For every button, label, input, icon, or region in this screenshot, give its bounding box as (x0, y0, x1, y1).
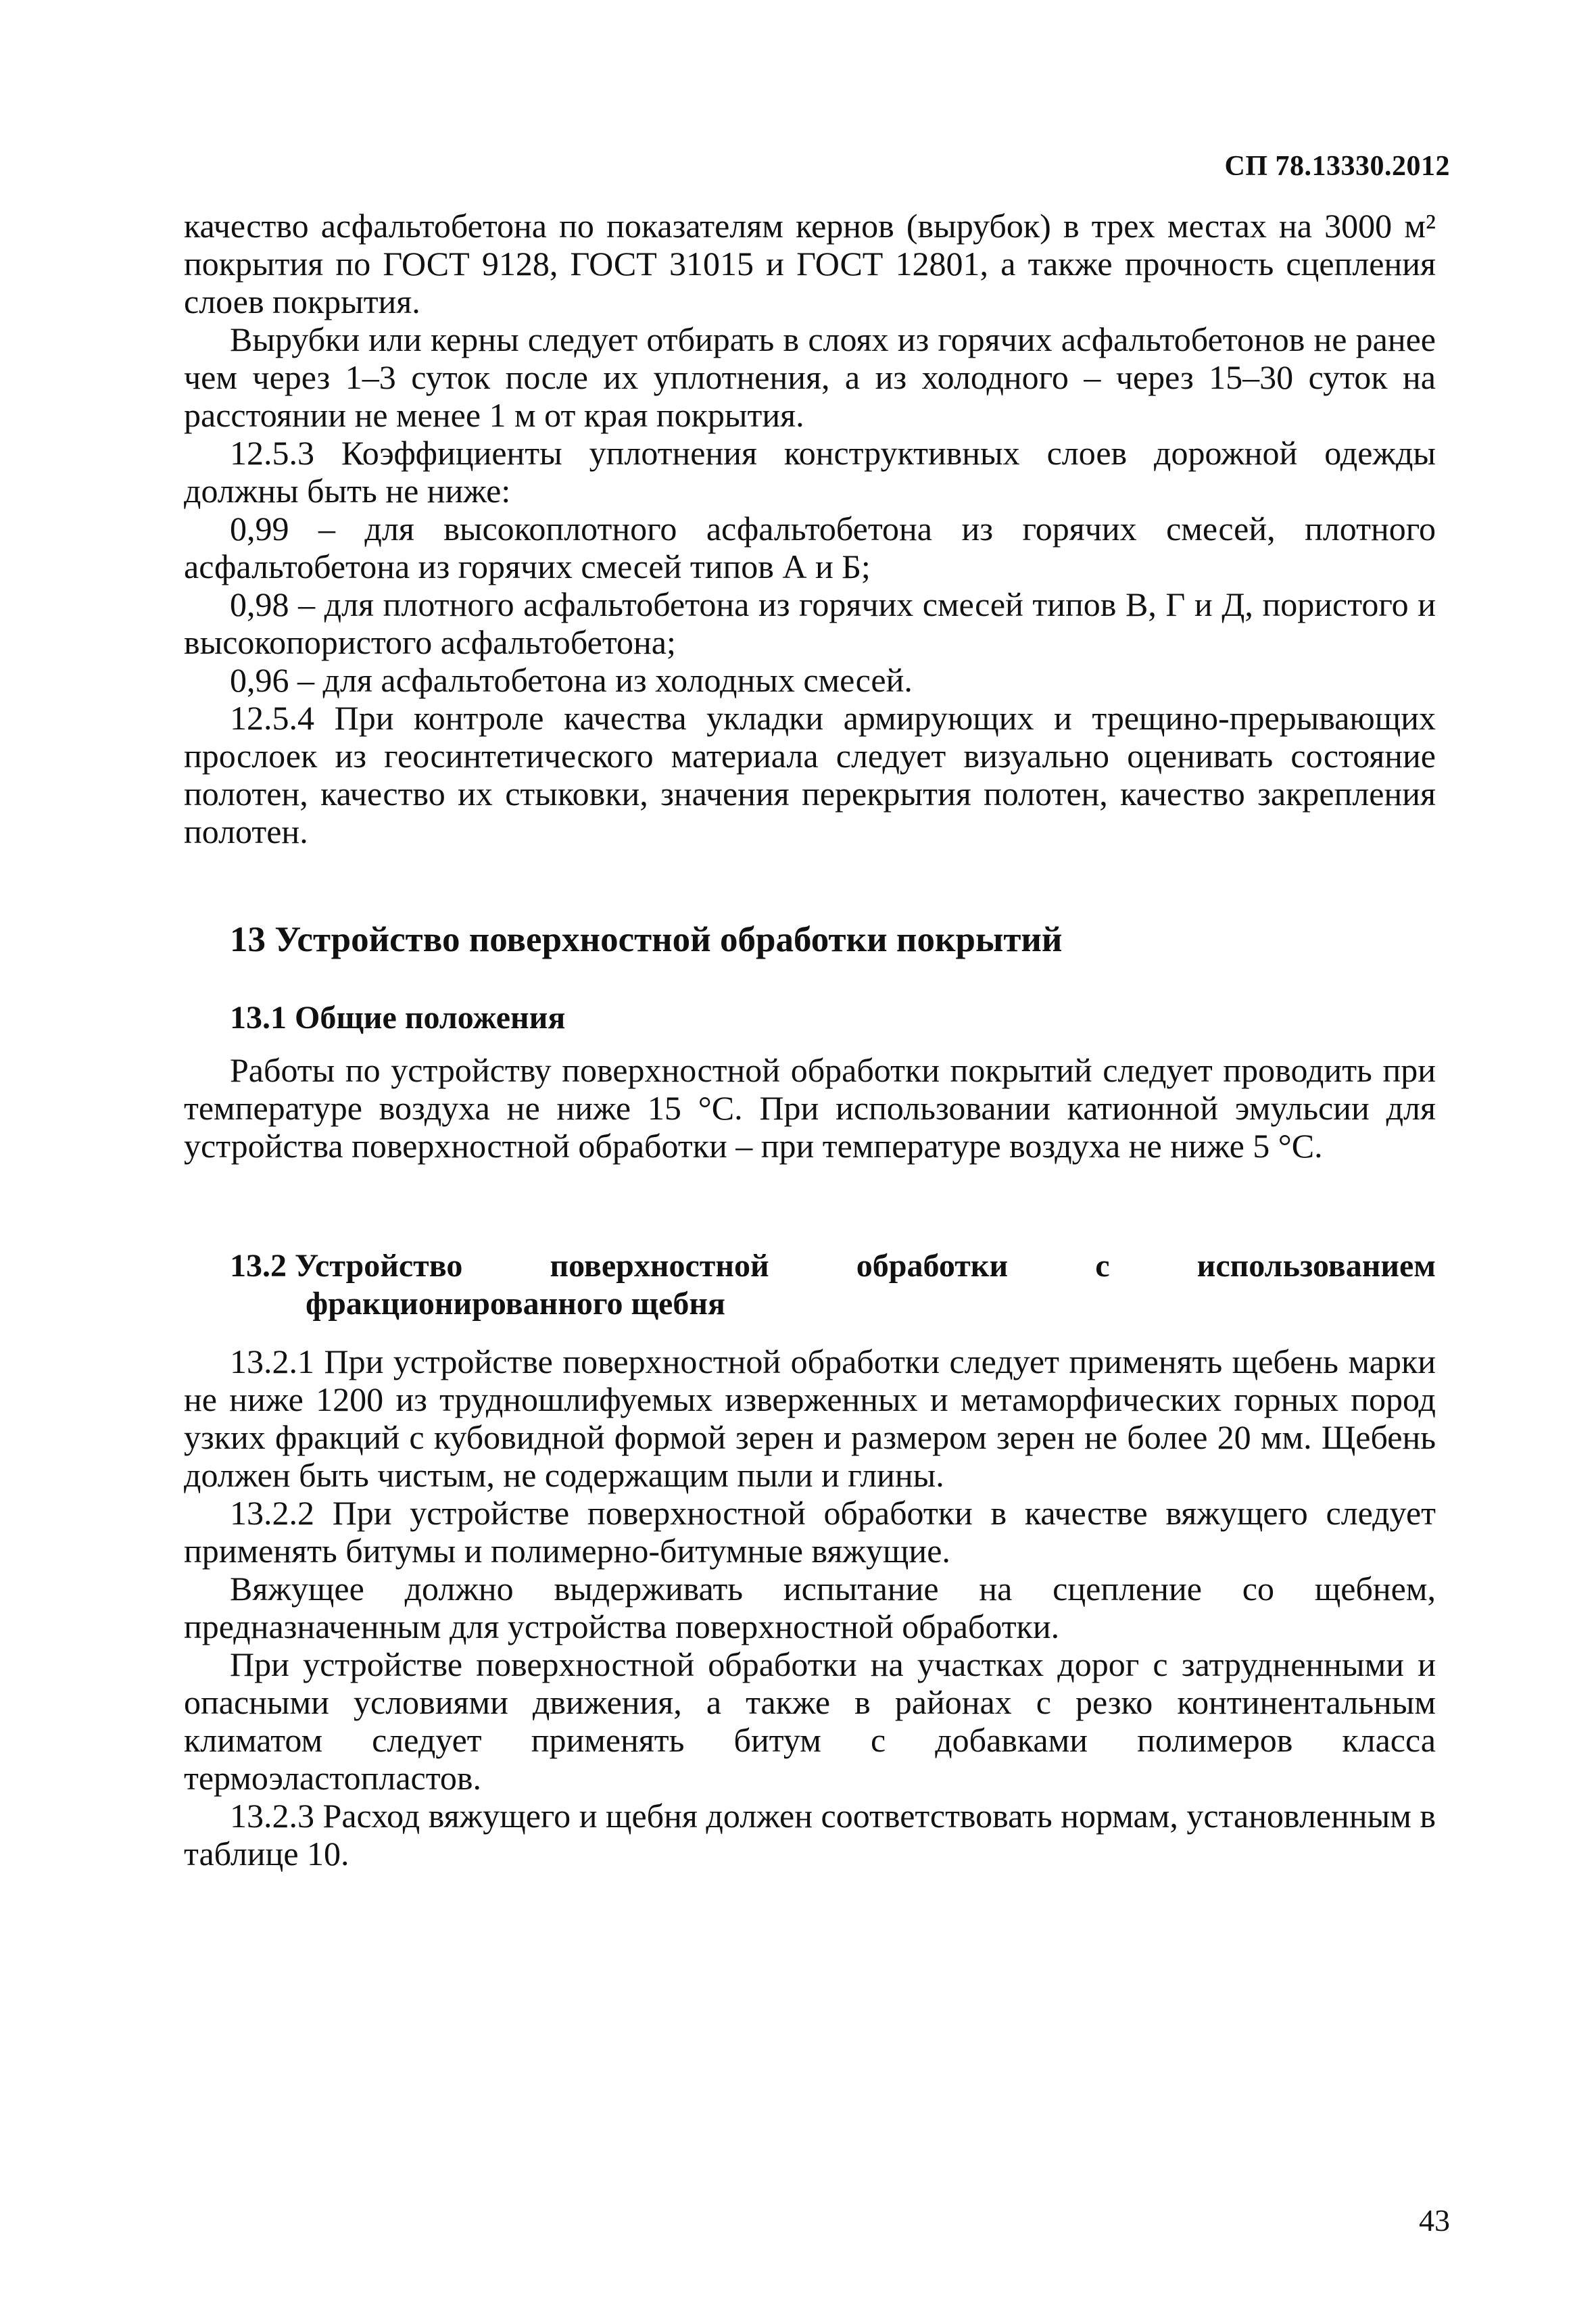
heading-word: обработки (856, 1248, 1009, 1284)
paragraph: 13.2.2 При устройстве поверхностной обработки в качестве вяжущего следует применять битумы и полимерно-битумные вяжущие. (184, 1494, 1436, 1570)
page-number: 43 (1419, 2203, 1450, 2238)
text-block-section-13-1 (184, 1051, 1436, 1165)
paragraph: Вяжущее должно выдерживать испытание на сцепление со щебнем, предназначенным для устройства поверхностной обработки. (184, 1570, 1436, 1645)
text-block-section-12 (184, 207, 1436, 850)
heading-word: поверхностной (550, 1248, 769, 1284)
paragraph: 0,99 – для высокоплотного асфальтобетона из горячих смесей, плотного асфальтобетона из горячих смесей типов А и Б; (184, 510, 1436, 585)
section-heading-13: 13 Устройство поверхностной обработки покрытий (230, 920, 1063, 959)
heading-line-1 (230, 1247, 1436, 1285)
heading-line-2: фракционированного щебня (306, 1286, 725, 1322)
paragraph: Работы по устройству поверхностной обработки покрытий следует проводить при температуре воздуха не ниже 15 °С. При использовании катионной эмульсии для устройства поверхностной обработки – при температуре воздуха не ниже 5 °С. (184, 1051, 1436, 1165)
paragraph: При устройстве поверхностной обработки на участках дорог с затрудненными и опасными условиями движения, а также в районах с резко континентальным климатом следует применять битум с добавками полимеров класса термоэластопластов. (184, 1645, 1436, 1797)
heading-word: 13.2 Устройство (230, 1248, 463, 1284)
subsection-heading-13-2 (230, 1247, 1436, 1323)
paragraph: качество асфальтобетона по показателям кернов (вырубок) в трех местах на 3000 м² покрытия по ГОСТ 9128, ГОСТ 31015 и ГОСТ 12801, а также прочность сцепления слоев покрытия. (184, 207, 1436, 320)
paragraph: 0,98 – для плотного асфальтобетона из горячих смесей типов В, Г и Д, пористого и высокопористого асфальтобетона; (184, 585, 1436, 661)
subsection-heading-13-1: 13.1 Общие положения (230, 1000, 566, 1036)
paragraph: Вырубки или керны следует отбирать в слоях из горячих асфальтобетонов не ранее чем через 1–3 суток после их уплотнения, а из холодного – через 15–30 суток на расстоянии не менее 1 м от края покрытия. (184, 320, 1436, 434)
paragraph: 13.2.3 Расход вяжущего и щебня должен соответствовать нормам, установленным в таблице 10. (184, 1797, 1436, 1873)
paragraph: 12.5.3 Коэффициенты уплотнения конструктивных слоев дорожной одежды должны быть не ниже: (184, 434, 1436, 510)
paragraph: 12.5.4 При контроле качества укладки армирующих и трещино-прерывающих прослоек из геосинтетического материала следует визуально оценивать состояние полотен, качество их стыковки, значения перекрытия полотен, качество закрепления полотен. (184, 699, 1436, 850)
heading-word: использованием (1196, 1248, 1436, 1284)
heading-word: с (1095, 1248, 1110, 1284)
document-code: СП 78.13330.2012 (1224, 151, 1450, 182)
paragraph: 13.2.1 При устройстве поверхностной обработки следует применять щебень марки не ниже 1200 из трудношлифуемых изверженных и метаморфических горных пород узких фракций с кубовидной формой зерен и размером зерен не более 20 мм. Щебень должен быть чистым, не содержащим пыли и глины. (184, 1343, 1436, 1494)
paragraph: 0,96 – для асфальтобетона из холодных смесей. (230, 661, 913, 699)
text-block-section-13-2 (184, 1343, 1436, 1873)
